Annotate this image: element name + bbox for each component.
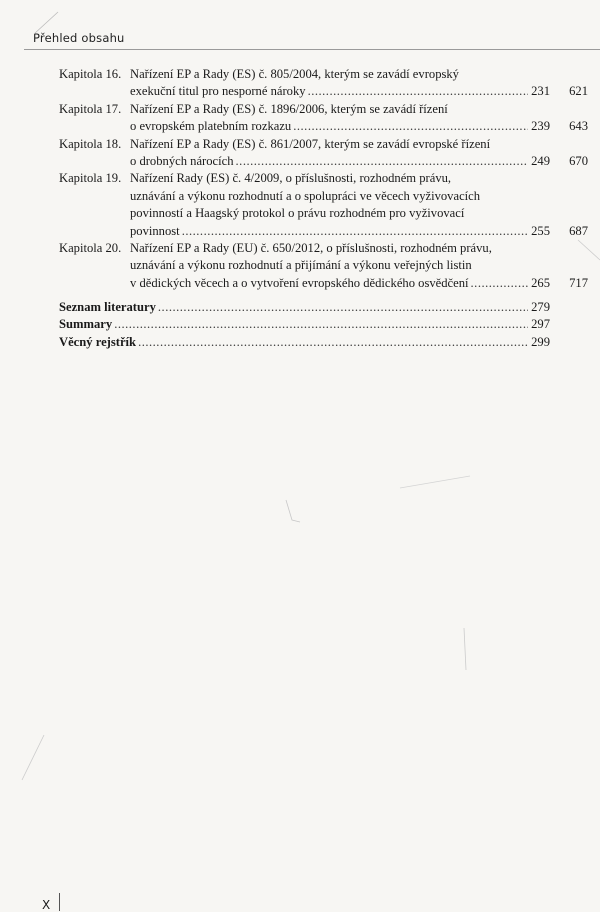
- toc-entry-bibliography[interactable]: [59, 299, 550, 316]
- dot-leader: [471, 275, 528, 292]
- back-matter-list: [59, 299, 550, 351]
- chapter-label: Kapitola 16.: [59, 67, 122, 81]
- dot-leader: [114, 316, 528, 333]
- page-number: 265: [531, 275, 550, 290]
- chapter-label: Kapitola 18.: [59, 136, 122, 151]
- footer-rule: [59, 893, 60, 911]
- section-title: Seznam literatury: [59, 300, 156, 314]
- chapter-title-line: v dědických věcech a o vytvoření evropského dědického osvědčení: [130, 275, 469, 290]
- dot-leader: [236, 153, 528, 170]
- dot-leader: [138, 334, 528, 351]
- chapter-label: Kapitola 20.: [59, 240, 122, 255]
- alt-page-number: 670: [569, 153, 588, 168]
- dot-leader: [293, 118, 528, 135]
- chapter-title-line: Nařízení Rady (ES) č. 4/2009, o příslušnosti, rozhodném právu,: [130, 171, 452, 186]
- running-head: Přehled obsahu: [33, 31, 125, 45]
- alt-page-number: 621: [569, 84, 588, 99]
- chapter-label: Kapitola 19.: [59, 171, 122, 186]
- page-number: 279: [531, 300, 550, 314]
- chapter-title-line: o evropském platebním rozkazu: [130, 119, 292, 134]
- chapter-title-line: Nařízení EP a Rady (ES) č. 1896/2006, kterým se zavádí řízení: [130, 101, 448, 116]
- page-number: 297: [531, 317, 550, 332]
- toc-entry-summary[interactable]: [59, 316, 550, 333]
- chapter-title-line: povinnost: [130, 223, 180, 238]
- alt-page-number: 717: [569, 275, 588, 290]
- alt-page-number: 643: [569, 119, 588, 134]
- section-title: Summary: [59, 317, 113, 332]
- dot-leader: [158, 299, 528, 316]
- chapter-title-line: uznávání a výkonu rozhodnutí a o spolupráci ve věcech vyživovacích: [130, 188, 481, 203]
- section-title: Věcný rejstřík: [59, 334, 137, 349]
- chapter-label: Kapitola 17.: [59, 101, 122, 116]
- chapter-title-line: o drobných nárocích: [130, 153, 234, 168]
- chapter-title-line: Nařízení EP a Rady (EU) č. 650/2012, o příslušnosti, rozhodném právu,: [130, 240, 492, 255]
- chapter-title-line: uznávání a výkonu rozhodnutí a přijímání a výkonu veřejných listin: [130, 258, 472, 273]
- page-number: 231: [531, 84, 550, 99]
- toc-entry-index[interactable]: [59, 334, 550, 351]
- alt-page-number: 687: [569, 223, 588, 238]
- toc-entry-chapter-17[interactable]: [0, 101, 600, 136]
- toc-entry-chapter-16[interactable]: [0, 66, 600, 101]
- chapter-title-line: Nařízení EP a Rady (ES) č. 805/2004, kterým se zavádí evropský: [130, 67, 459, 81]
- dot-leader: [308, 83, 528, 100]
- page-number: 299: [531, 334, 550, 349]
- toc-entry-chapter-19[interactable]: [0, 170, 600, 240]
- chapter-title-line: exekuční titul pro nesporné nároky: [130, 84, 306, 99]
- toc-entry-chapter-18[interactable]: [0, 136, 600, 171]
- toc-entry-chapter-20[interactable]: [0, 240, 600, 292]
- chapter-title-line: povinností a Haagský protokol o právu rozhodném pro vyživovací: [130, 206, 465, 221]
- chapter-title-line: Nařízení EP a Rady (ES) č. 861/2007, kterým se zavádí evropské řízení: [130, 136, 491, 151]
- page-number: 249: [531, 153, 550, 168]
- page-number: 255: [531, 223, 550, 238]
- dot-leader: [182, 223, 528, 240]
- header-rule: [24, 49, 600, 50]
- page-number: 239: [531, 119, 550, 134]
- page-folio: X: [42, 898, 51, 912]
- table-of-contents: [0, 66, 600, 292]
